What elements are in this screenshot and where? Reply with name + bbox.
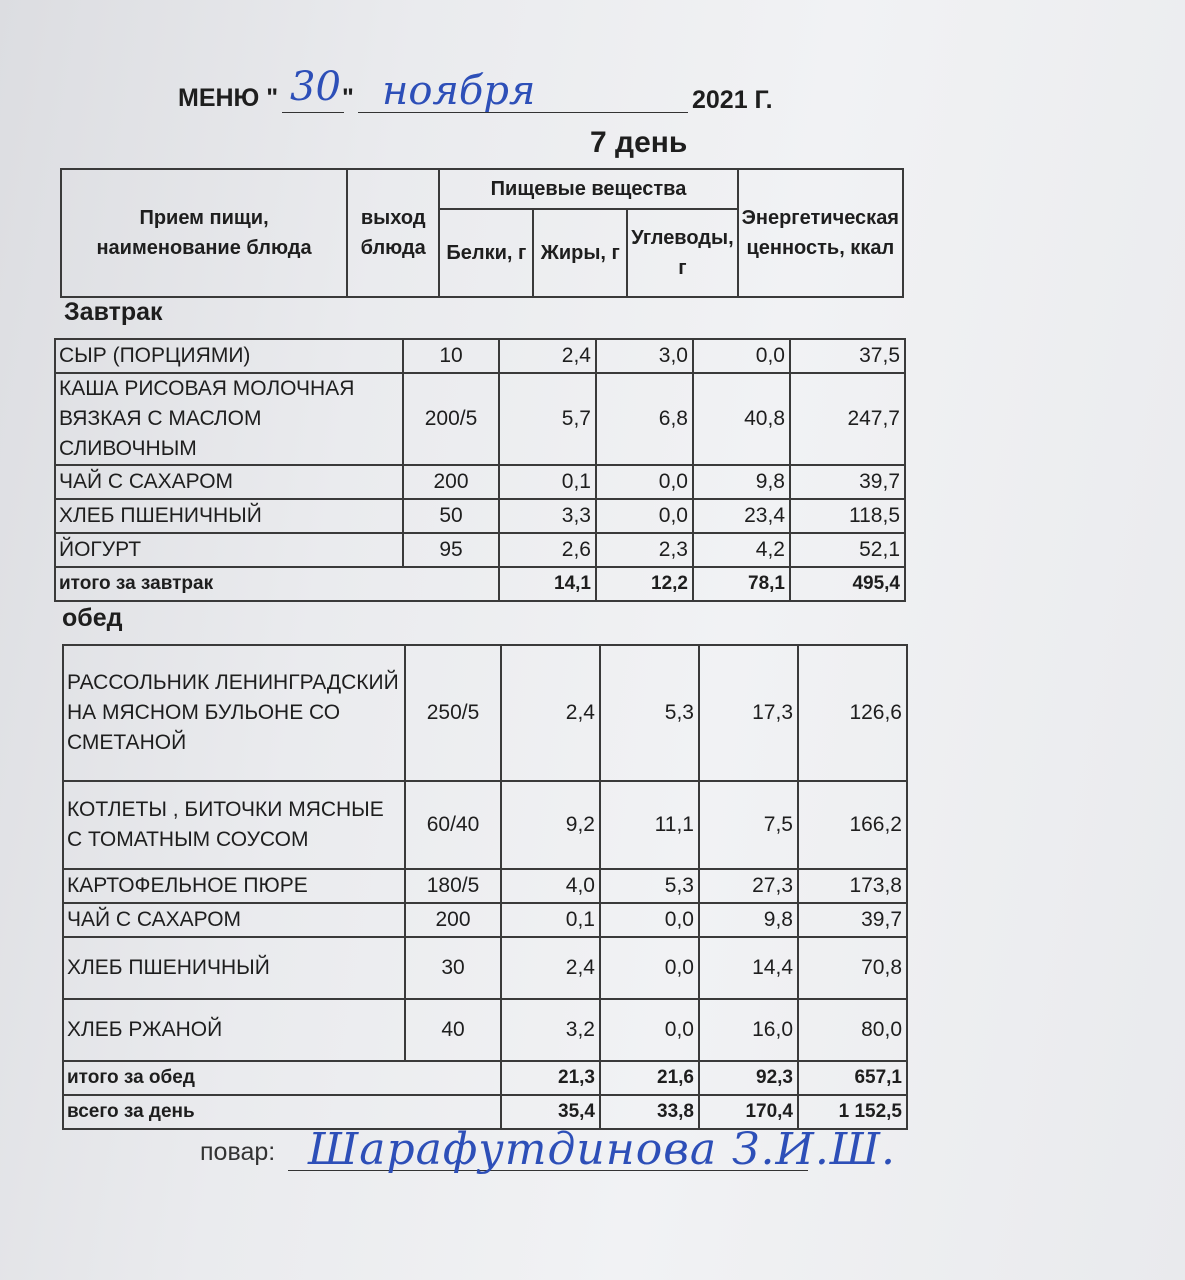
total-fat: 12,2 [596,567,693,601]
grand-total-label: всего за день [63,1095,501,1129]
dish-protein: 3,3 [499,499,596,533]
dish-yield: 95 [403,533,499,567]
lunch-table [62,644,908,1130]
menu-label: МЕНЮ " [178,84,279,112]
dish-carbs: 27,3 [699,869,798,903]
handwritten-month: ноября [382,68,536,114]
menu-quote-close: " [342,84,354,112]
dish-kcal: 39,7 [790,465,905,499]
breakfast-total-row [55,567,905,601]
dish-protein: 3,2 [501,999,600,1061]
dish-protein: 2,6 [499,533,596,567]
dish-name: ЧАЙ С САХАРОМ [55,465,403,499]
total-protein: 14,1 [499,567,596,601]
table-row [63,937,907,999]
header-carbs: Углеводы, г [627,209,737,297]
header-nutrients: Пищевые вещества [439,169,737,209]
menu-title [178,84,278,113]
total-carbs: 92,3 [699,1061,798,1095]
dish-fat: 11,1 [600,781,699,869]
dish-kcal: 70,8 [798,937,907,999]
dish-fat: 0,0 [600,999,699,1061]
dish-yield: 200 [403,465,499,499]
table-row [55,533,905,567]
dish-carbs: 23,4 [693,499,790,533]
dish-carbs: 7,5 [699,781,798,869]
dish-carbs: 40,8 [693,373,790,465]
dish-kcal: 37,5 [790,339,905,373]
dish-name: СЫР (ПОРЦИЯМИ) [55,339,403,373]
table-row [63,903,907,937]
dish-carbs: 17,3 [699,645,798,781]
dish-name: ХЛЕБ РЖАНОЙ [63,999,405,1061]
dish-name: КАША РИСОВАЯ МОЛОЧНАЯ ВЯЗКАЯ С МАСЛОМ СЛИВОЧНЫМ [55,373,403,465]
lunch-title: обед [62,604,123,632]
total-fat: 21,6 [600,1061,699,1095]
dish-protein: 2,4 [501,645,600,781]
menu-year: 2021 Г. [692,86,773,114]
dish-kcal: 173,8 [798,869,907,903]
table-row [55,339,905,373]
grand-total-kcal: 1 152,5 [798,1095,907,1129]
lunch-total-row [63,1061,907,1095]
dish-protein: 2,4 [499,339,596,373]
dish-name: ХЛЕБ ПШЕНИЧНЫЙ [63,937,405,999]
header-fat: Жиры, г [533,209,627,297]
grand-total-carbs: 170,4 [699,1095,798,1129]
dish-fat: 0,0 [596,465,693,499]
table-row [55,465,905,499]
dish-yield: 180/5 [405,869,501,903]
dish-kcal: 166,2 [798,781,907,869]
dish-carbs: 14,4 [699,937,798,999]
grand-total-fat: 33,8 [600,1095,699,1129]
dish-carbs: 0,0 [693,339,790,373]
dish-yield: 50 [403,499,499,533]
dish-protein: 4,0 [501,869,600,903]
total-carbs: 78,1 [693,567,790,601]
dish-fat: 2,3 [596,533,693,567]
table-row [63,645,907,781]
dish-kcal: 52,1 [790,533,905,567]
table-row [63,781,907,869]
dish-name: ЧАЙ С САХАРОМ [63,903,405,937]
dish-kcal: 80,0 [798,999,907,1061]
dish-fat: 0,0 [600,937,699,999]
cook-label: повар: [200,1138,276,1166]
dish-fat: 5,3 [600,869,699,903]
total-label: итого за обед [63,1061,501,1095]
dish-kcal: 118,5 [790,499,905,533]
dish-yield: 250/5 [405,645,501,781]
dish-yield: 200/5 [403,373,499,465]
dish-kcal: 126,6 [798,645,907,781]
dish-carbs: 4,2 [693,533,790,567]
dish-fat: 3,0 [596,339,693,373]
breakfast-table [54,338,906,602]
total-protein: 21,3 [501,1061,600,1095]
dish-carbs: 9,8 [693,465,790,499]
dish-name: КОТЛЕТЫ , БИТОЧКИ МЯСНЫЕ С ТОМАТНЫМ СОУСОМ [63,781,405,869]
dish-name: КАРТОФЕЛЬНОЕ ПЮРЕ [63,869,405,903]
dish-protein: 2,4 [501,937,600,999]
table-row [63,999,907,1061]
dish-protein: 0,1 [501,903,600,937]
dish-protein: 5,7 [499,373,596,465]
dish-fat: 5,3 [600,645,699,781]
header-yield: выход блюда [347,169,439,297]
total-kcal: 495,4 [790,567,905,601]
header-dish: Прием пищи, наименование блюда [61,169,347,297]
dish-protein: 0,1 [499,465,596,499]
breakfast-title: Завтрак [64,298,163,326]
handwritten-day: 30 [290,64,341,110]
dish-yield: 10 [403,339,499,373]
dish-kcal: 247,7 [790,373,905,465]
dish-yield: 40 [405,999,501,1061]
menu-header-table [60,168,904,298]
grand-total-protein: 35,4 [501,1095,600,1129]
dish-name: РАССОЛЬНИК ЛЕНИНГРАДСКИЙ НА МЯСНОМ БУЛЬОНЕ СО СМЕТАНОЙ [63,645,405,781]
dish-fat: 6,8 [596,373,693,465]
dish-fat: 0,0 [600,903,699,937]
dish-carbs: 16,0 [699,999,798,1061]
cook-signature: Шарафутдинова З.И.Ш. [308,1124,897,1175]
dish-protein: 9,2 [501,781,600,869]
dish-yield: 30 [405,937,501,999]
dish-fat: 0,0 [596,499,693,533]
dish-kcal: 39,7 [798,903,907,937]
table-row [55,499,905,533]
day-underline [282,112,344,113]
header-energy: Энергетическая ценность, ккал [738,169,903,297]
table-row [63,869,907,903]
total-kcal: 657,1 [798,1061,907,1095]
dish-yield: 60/40 [405,781,501,869]
header-protein: Белки, г [439,209,533,297]
dish-carbs: 9,8 [699,903,798,937]
day-number: 7 день [590,126,688,159]
total-label: итого за завтрак [55,567,499,601]
dish-yield: 200 [405,903,501,937]
dish-name: ХЛЕБ ПШЕНИЧНЫЙ [55,499,403,533]
table-row [55,373,905,465]
dish-name: ЙОГУРТ [55,533,403,567]
month-underline [358,112,688,113]
